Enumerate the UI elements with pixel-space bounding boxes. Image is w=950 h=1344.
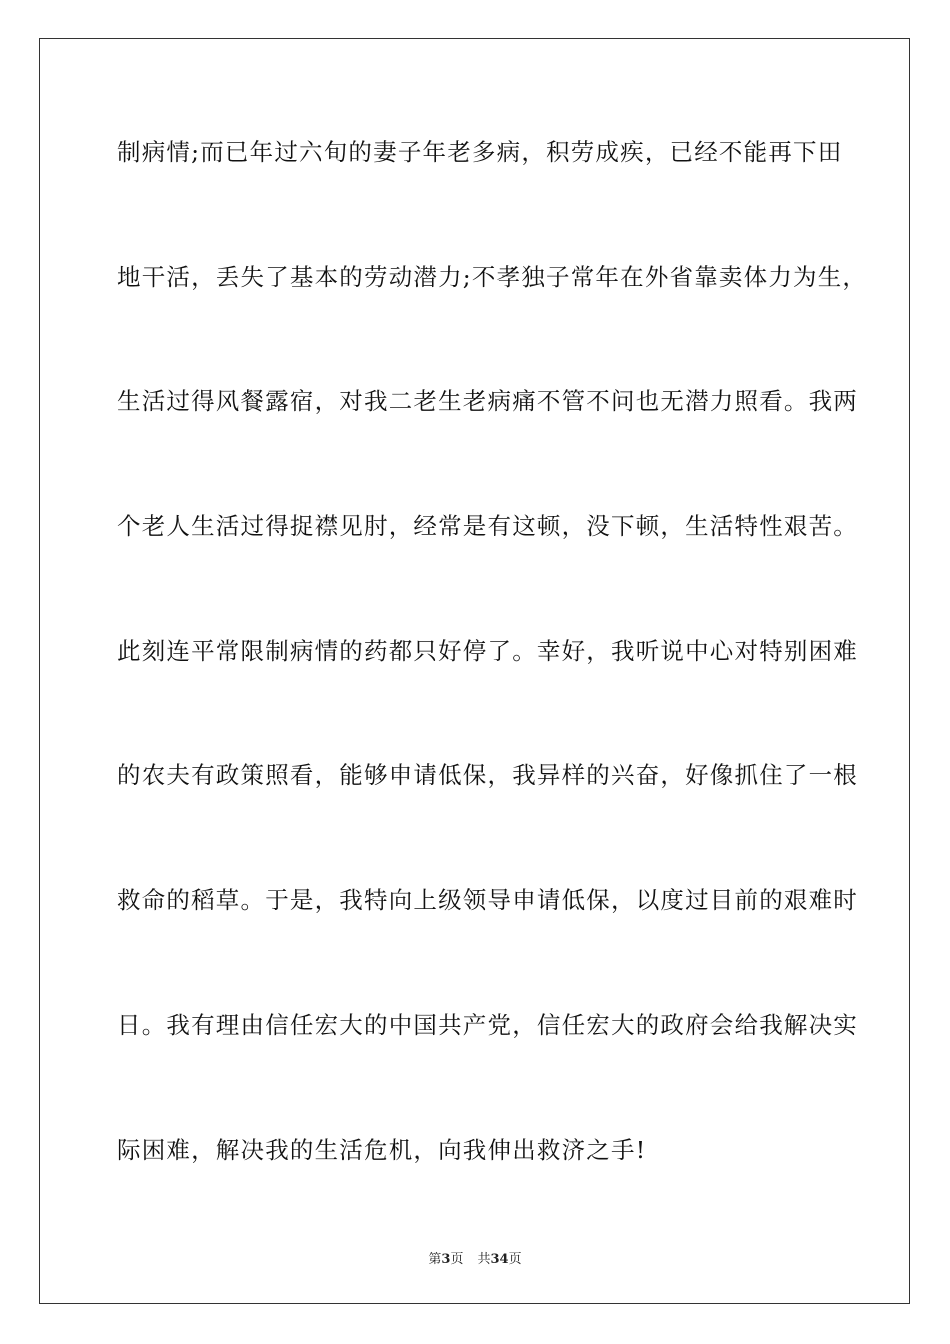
page-footer [0,1248,950,1267]
text-line-5: 此刻连平常限制病情的药都只好停了。幸好，我听说中心对特别困难 [117,636,858,665]
text-line-7: 救命的稻草。于是，我特向上级领导申请低保，以度过目前的艰难时 [117,886,858,915]
text-line-9: 际困难，解决我的生活危机，向我伸出救济之手! [117,1135,647,1164]
current-page-number: 3 [441,1252,451,1267]
text-line-3: 生活过得风餐露宿，对我二老生老病痛不管不问也无潜力照看。我两 [117,387,858,416]
document-body [117,128,868,1250]
text-line-6: 的农夫有政策照看，能够申请低保，我异样的兴奋，好像抓住了一根 [117,761,858,790]
text-line-2: 地干活，丢失了基本的劳动潜力;不孝独子常年在外省靠卖体力为生， [117,262,868,291]
total-pages-label: 共34页 [477,1252,522,1267]
text-line-1: 制病情;而已年过六旬的妻子年老多病，积劳成疾，已经不能再下田 [117,138,843,166]
text-line-4: 个老人生活过得捉襟见肘，经常是有这顿，没下顿，生活特性艰苦。 [117,512,858,541]
text-line-8: 日。我有理由信任宏大的中国共产党，信任宏大的政府会给我解决实 [117,1010,858,1039]
page-number-label: 第3页 [428,1252,464,1267]
total-pages-number: 34 [490,1252,509,1267]
